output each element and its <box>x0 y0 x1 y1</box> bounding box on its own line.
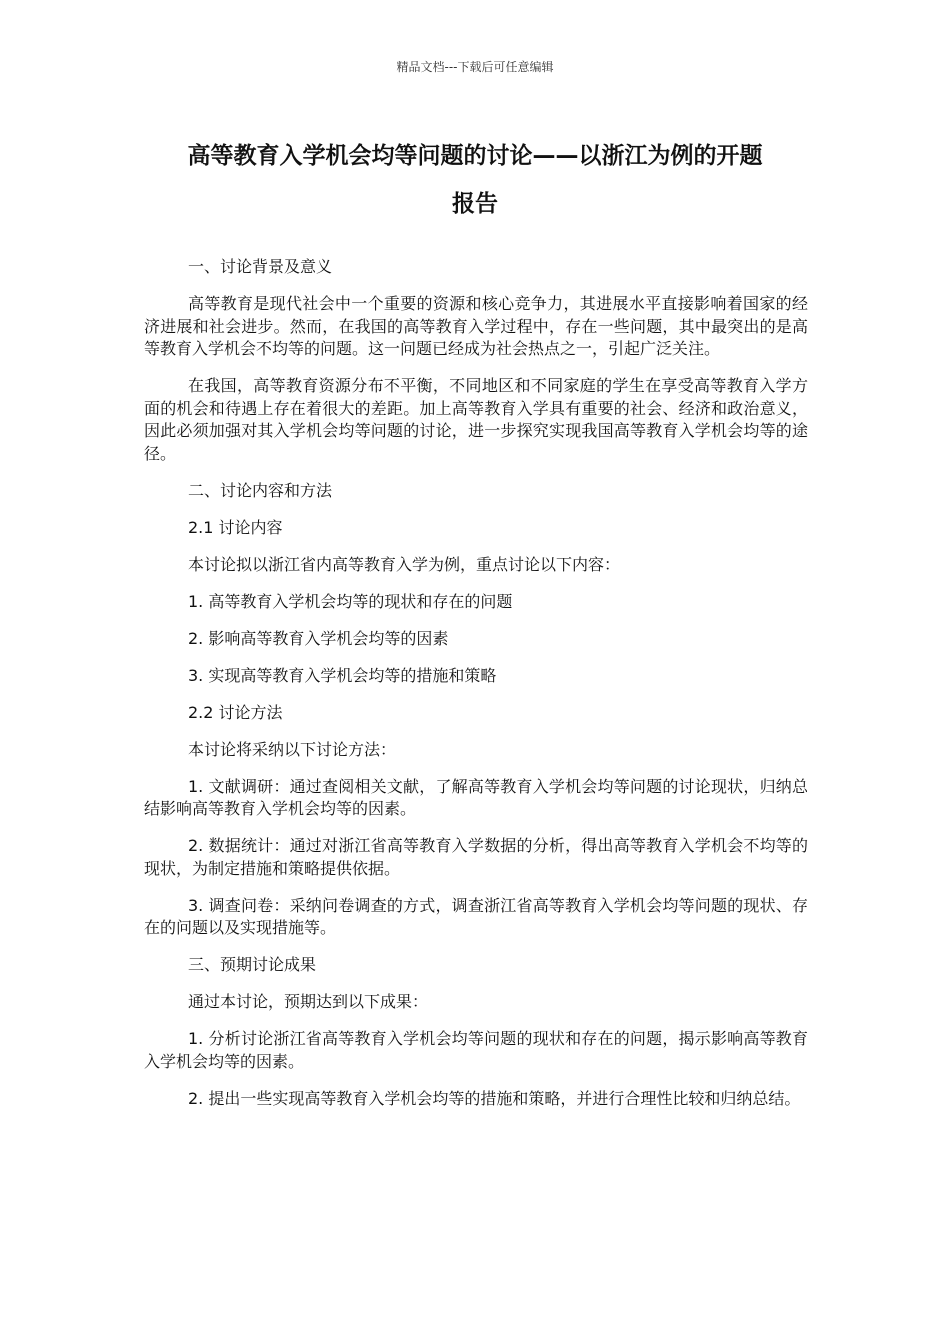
paragraph: 本讨论将采纳以下讨论方法： <box>188 739 397 759</box>
section-heading-content-method: 二、讨论内容和方法 <box>188 480 333 500</box>
list-item: 3. 调查问卷：采纳问卷调查的方式，调查浙江省高等教育入学机会均等问题的现状、存在的问题以及实现措施等。 <box>144 895 808 937</box>
list-item: 2. 提出一些实现高等教育入学机会均等的措施和策略，并进行合理性比较和归纳总结。 <box>188 1088 801 1108</box>
list-item: 3. 实现高等教育入学机会均等的措施和策略 <box>188 665 497 685</box>
document-body <box>144 256 808 1125</box>
document-title <box>140 132 810 228</box>
section-heading-outcomes: 三、预期讨论成果 <box>188 955 317 974</box>
list-item: 2. 数据统计：通过对浙江省高等教育入学数据的分析，得出高等教育入学机会不均等的现状，为制定措施和策略提供依据。 <box>144 836 808 878</box>
paragraph: 高等教育是现代社会中一个重要的资源和核心竞争力，其进展水平直接影响着国家的经济进展和社会进步。然而，在我国的高等教育入学过程中，存在一些问题，其中最突出的是高等教育入学机会不均等的问题。这一问题已经成为社会热点之一，引起广泛关注。 <box>144 294 808 358</box>
title-line-1: 高等教育入学机会均等问题的讨论——以浙江为例的开题 <box>187 143 763 169</box>
paragraph: 本讨论拟以浙江省内高等教育入学为例，重点讨论以下内容： <box>188 554 621 574</box>
list-item: 2. 影响高等教育入学机会均等的因素 <box>188 628 449 648</box>
paragraph: 在我国，高等教育资源分布不平衡，不同地区和不同家庭的学生在享受高等教育入学方面的机会和待遇上存在着很大的差距。加上高等教育入学具有重要的社会、经济和政治意义，因此必须加强对其入学机会均等问题的讨论，进一步探究实现我国高等教育入学机会均等的途径。 <box>144 376 808 463</box>
section-heading-background: 一、讨论背景及意义 <box>188 257 333 276</box>
subsection-heading: 2.2 讨论方法 <box>188 702 283 722</box>
subsection-heading: 2.1 讨论内容 <box>188 517 283 537</box>
list-item: 1. 分析讨论浙江省高等教育入学机会均等问题的现状和存在的问题，揭示影响高等教育入学机会均等的因素。 <box>144 1029 808 1071</box>
header-note: 精品文档---下载后可任意编辑 <box>396 60 554 74</box>
list-item: 1. 文献调研：通过查阅相关文献，了解高等教育入学机会均等问题的讨论现状，归纳总结影响高等教育入学机会均等的因素。 <box>144 776 808 818</box>
title-line-2: 报告 <box>452 191 498 217</box>
paragraph: 通过本讨论，预期达到以下成果： <box>188 992 429 1011</box>
list-item: 1. 高等教育入学机会均等的现状和存在的问题 <box>188 591 513 611</box>
